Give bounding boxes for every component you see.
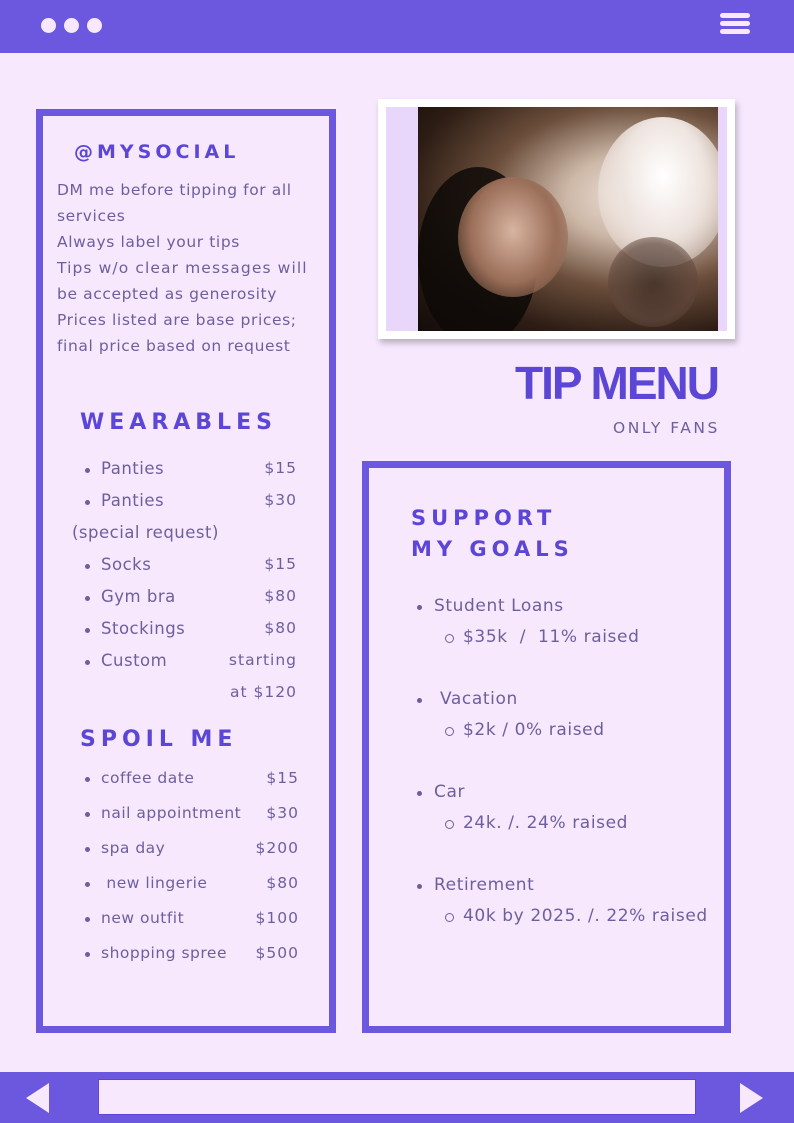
spoil-price: $100 <box>255 909 299 927</box>
top-bar <box>0 0 794 53</box>
goal-detail: 40k by 2025. /. 22% raised <box>463 906 708 926</box>
goals-title-line1: SUPPORT <box>411 506 557 530</box>
spoil-item: shopping spree <box>101 944 227 962</box>
wearables-price: $30 <box>264 491 297 509</box>
goal-item: Retirement <box>434 875 535 895</box>
wearables-item: Panties <box>101 491 165 510</box>
note-line: services <box>57 207 126 225</box>
window-dot-icon[interactable] <box>41 18 56 33</box>
wearables-item: Custom <box>101 651 168 670</box>
spoil-item: coffee date <box>101 769 195 787</box>
window-dot-icon[interactable] <box>87 18 102 33</box>
wearables-price: $15 <box>264 459 297 477</box>
goal-detail: 24k. /. 24% raised <box>463 813 629 833</box>
note-line: DM me before tipping for all <box>57 181 292 199</box>
spoil-price: $500 <box>255 944 299 962</box>
goal-detail: $35k / 11% raised <box>463 627 640 647</box>
page-subtitle: ONLY FANS <box>613 419 720 437</box>
wearables-item: Gym bra <box>101 587 176 606</box>
wearables-price: at $120 <box>230 683 297 701</box>
profile-photo <box>418 107 718 331</box>
note-line: Always label your tips <box>57 233 240 251</box>
goal-detail: $2k / 0% raised <box>463 720 605 740</box>
wearables-title: WEARABLES <box>80 410 277 435</box>
profile-photo-frame <box>378 99 735 339</box>
goal-item: Vacation <box>434 689 518 709</box>
spoil-price: $200 <box>255 839 299 857</box>
wearables-item: Panties <box>101 459 165 478</box>
hamburger-menu-icon[interactable] <box>720 13 750 35</box>
spoil-price: $30 <box>266 804 299 822</box>
goal-item: Student Loans <box>434 596 564 616</box>
note-line: Prices listed are base prices; <box>57 311 297 329</box>
note-line: Tips w/o clear messages will <box>57 259 308 277</box>
spoil-item: nail appointment <box>101 804 242 822</box>
note-line: final price based on request <box>57 337 291 355</box>
address-bar[interactable] <box>98 1079 696 1115</box>
spoil-item: new lingerie <box>101 874 208 892</box>
wearables-item: Stockings <box>101 619 186 638</box>
wearables-price: starting <box>228 651 297 669</box>
spoil-price: $80 <box>266 874 299 892</box>
goals-title-line2: MY GOALS <box>411 537 574 561</box>
wearables-item: Socks <box>101 555 152 574</box>
wearables-item-note: (special request) <box>72 523 219 542</box>
spoil-item: spa day <box>101 839 166 857</box>
spoil-price: $15 <box>266 769 299 787</box>
goal-item: Car <box>434 782 466 802</box>
page-title: TIP MENU <box>515 357 718 409</box>
note-line: be accepted as generosity <box>57 285 277 303</box>
spoil-me-title: SPOIL ME <box>80 727 238 752</box>
wearables-price: $80 <box>264 587 297 605</box>
spoil-item: new outfit <box>101 909 185 927</box>
wearables-price: $80 <box>264 619 297 637</box>
forward-arrow-icon[interactable] <box>740 1083 763 1113</box>
window-dot-icon[interactable] <box>64 18 79 33</box>
wearables-price: $15 <box>264 555 297 573</box>
back-arrow-icon[interactable] <box>26 1083 49 1113</box>
social-handle[interactable]: @MYSOCIAL <box>74 141 240 163</box>
